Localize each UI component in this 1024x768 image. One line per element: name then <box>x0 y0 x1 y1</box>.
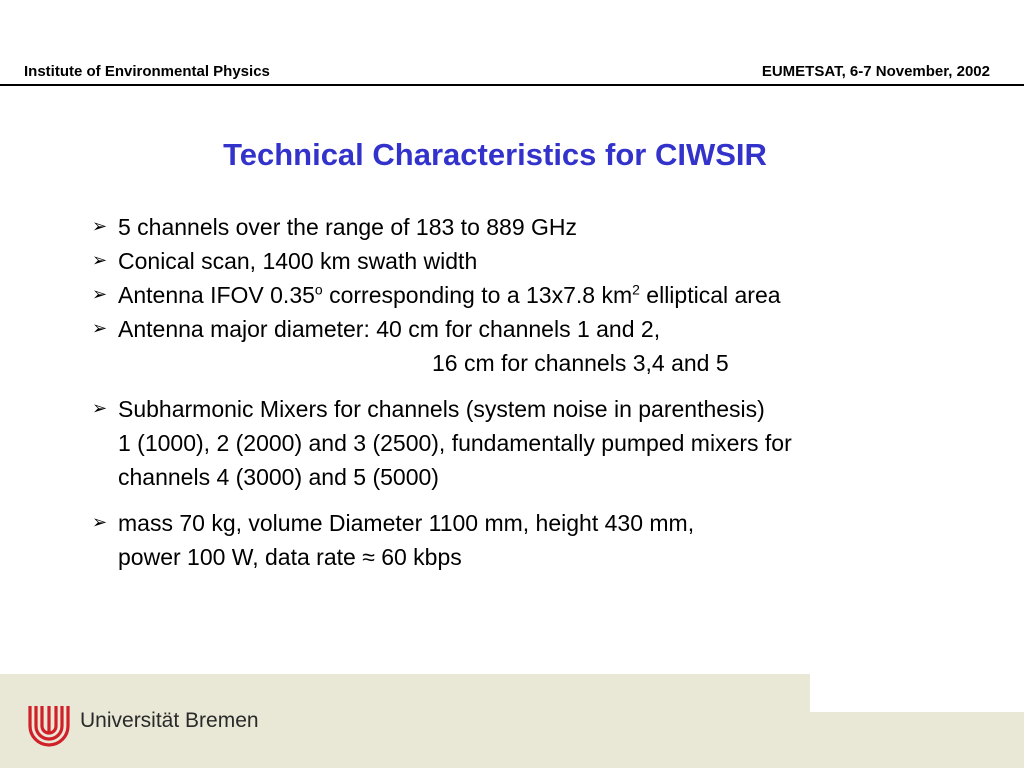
bullet-list <box>92 210 992 574</box>
bullet-line: Subharmonic Mixers for channels (system noise in parenthesis) <box>118 396 765 422</box>
bullet-channels <box>92 210 992 244</box>
university-name: Universität Bremen <box>80 709 259 732</box>
bullet-text-part: corresponding to a 13x7.8 km <box>322 282 633 308</box>
header-institute: Institute of Environmental Physics <box>24 63 270 80</box>
bullet-line: Antenna major diameter: 40 cm for channels 1 and 2, <box>118 316 661 342</box>
bullet-text: 5 channels over the range of 183 to 889 GHz <box>118 214 578 240</box>
bullet-text-part: elliptical area <box>639 282 781 308</box>
bullet-antenna <box>92 312 992 380</box>
slide-title: Technical Characteristics for CIWSIR <box>223 137 767 172</box>
arrow-bullet-icon: ➢ <box>92 216 108 237</box>
degree-superscript: o <box>314 281 323 298</box>
bullet-scan <box>92 244 992 278</box>
bullet-text-part: Antenna IFOV 0.35 <box>118 282 315 308</box>
university-bremen-logo-icon <box>26 702 72 748</box>
arrow-bullet-icon: ➢ <box>92 250 108 271</box>
bullet-ifov <box>92 278 992 312</box>
bullet-line: mass 70 kg, volume Diameter 1100 mm, height 430 mm, <box>118 510 695 536</box>
header-event: EUMETSAT, 6-7 November, 2002 <box>761 63 990 80</box>
slide-header <box>0 0 1024 86</box>
arrow-bullet-icon: ➢ <box>92 318 108 339</box>
bullet-line: 1 (1000), 2 (2000) and 3 (2500), fundamentally pumped mixers for <box>118 430 792 456</box>
bullet-mass <box>92 506 992 574</box>
footer-band-strip <box>810 712 1024 768</box>
squared-superscript: 2 <box>632 281 640 298</box>
bullet-mixers <box>92 392 992 494</box>
arrow-bullet-icon: ➢ <box>92 284 108 305</box>
bullet-line: channels 4 (3000) and 5 (5000) <box>118 464 439 490</box>
bullet-line: power 100 W, data rate ≈ 60 kbps <box>118 544 462 570</box>
bullet-line: 16 cm for channels 3,4 and 5 <box>432 350 729 376</box>
arrow-bullet-icon: ➢ <box>92 512 108 533</box>
arrow-bullet-icon: ➢ <box>92 398 108 419</box>
header-divider <box>0 84 1024 86</box>
bullet-text: Conical scan, 1400 km swath width <box>118 248 478 274</box>
